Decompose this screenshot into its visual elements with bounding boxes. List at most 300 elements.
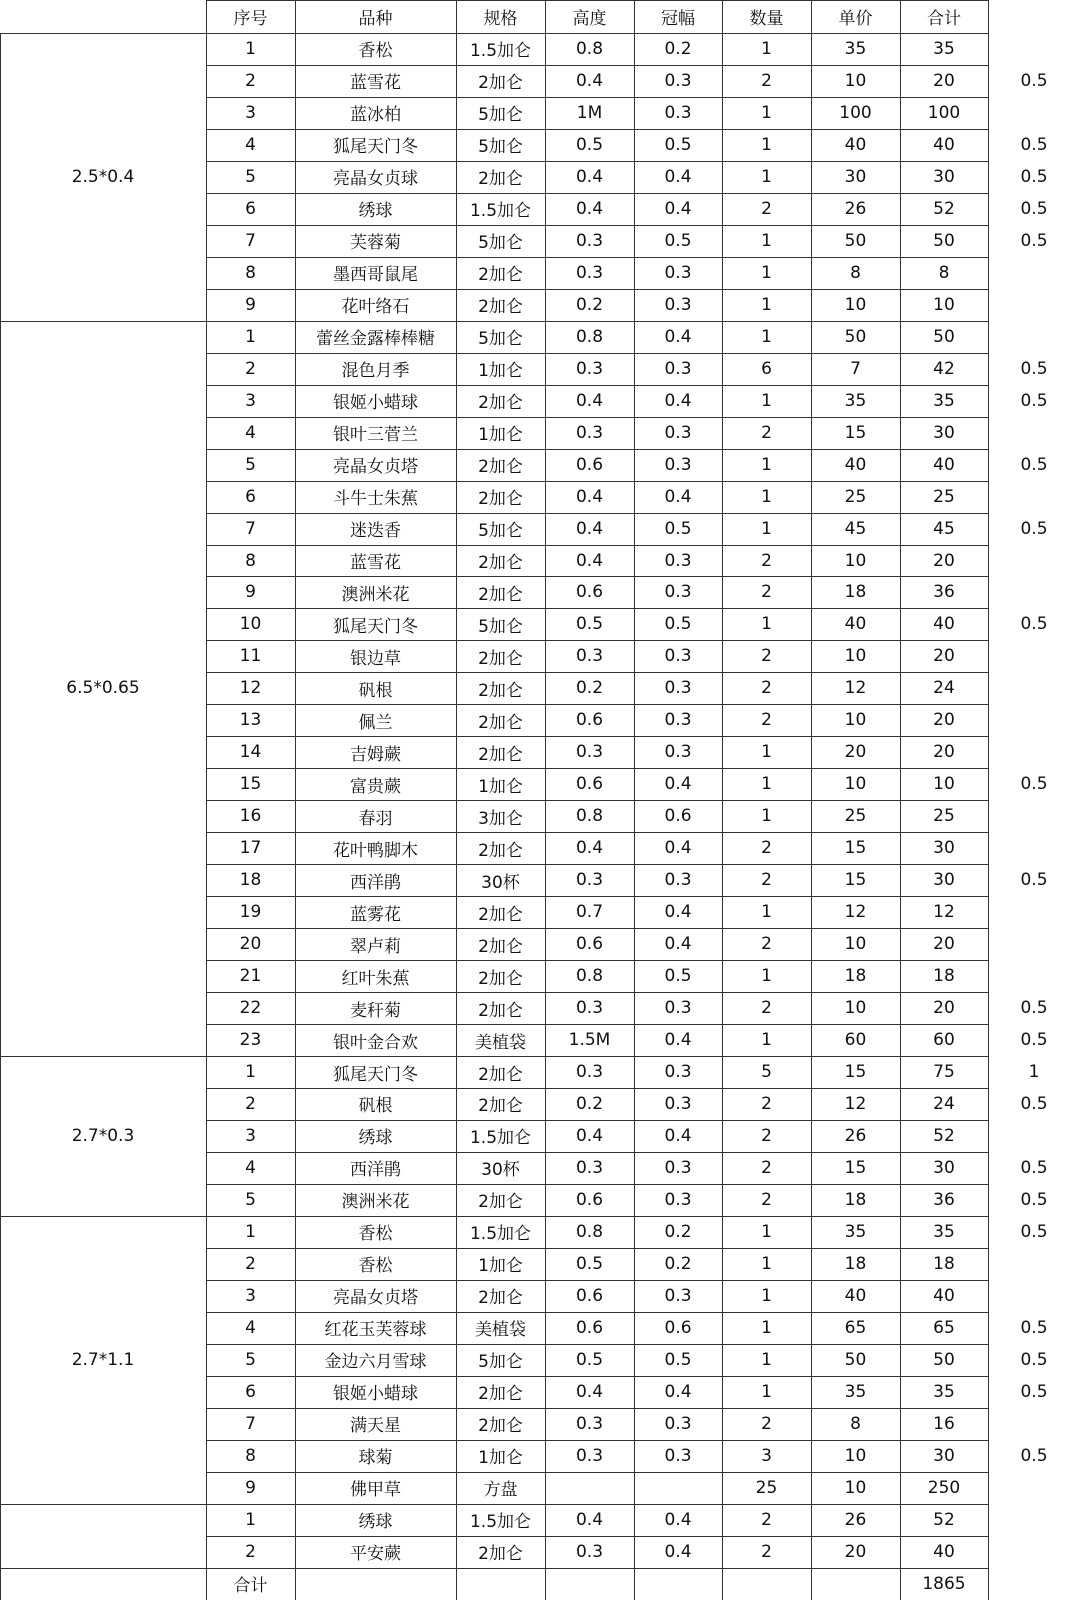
row-value: 1	[761, 326, 772, 347]
row-value: 0.3	[575, 1541, 604, 1562]
row-value: 2	[761, 838, 772, 859]
grid-line	[295, 321, 296, 1057]
row-value: 40	[844, 134, 867, 155]
grid-line	[900, 321, 901, 1057]
row-value: 52	[933, 1509, 955, 1530]
row-value: 10	[933, 774, 955, 795]
row-value: 26	[844, 198, 867, 219]
grid-line	[900, 1056, 901, 1217]
row-variety: 矾根	[358, 1096, 393, 1117]
row-value: 36	[933, 1189, 955, 1210]
row-value: 20	[933, 70, 955, 91]
row-variety: 西洋鹃	[350, 872, 401, 893]
row-seq: 13	[239, 710, 262, 731]
row-value: 0.2	[664, 1221, 692, 1242]
row-value: 0.8	[575, 966, 604, 987]
row-value: 20	[933, 646, 955, 667]
row-value: 2加仑	[478, 1384, 523, 1405]
row-value: 0.4	[575, 1125, 604, 1146]
row-value: 2加仑	[478, 584, 523, 605]
row-value: 0.5	[664, 134, 692, 155]
row-variety: 香松	[358, 1256, 393, 1277]
row-value: 0.2	[575, 294, 604, 315]
row-variety: 银姬小蜡球	[333, 1384, 418, 1405]
row-value: 1	[761, 1381, 772, 1402]
row-seq: 3	[245, 390, 256, 411]
row-seq: 4	[245, 1317, 256, 1338]
grid-line	[988, 1568, 989, 1600]
row-value: 5加仑	[478, 521, 523, 542]
row-variety: 富贵蕨	[350, 776, 401, 797]
row-value: 2加仑	[478, 968, 523, 989]
row-value: 12	[933, 902, 955, 923]
row-value: 0.4	[664, 1541, 692, 1562]
row-value: 25	[844, 806, 867, 827]
row-value: 0.4	[664, 486, 692, 507]
grid-line	[206, 1056, 207, 1217]
grid-line	[988, 1216, 989, 1505]
row-value: 0.4	[575, 1381, 604, 1402]
row-value: 36	[933, 582, 955, 603]
row-value: 0.4	[575, 486, 604, 507]
row-seq: 3	[245, 102, 256, 123]
row-value: 0.4	[664, 1125, 692, 1146]
row-value: 2	[761, 582, 772, 603]
row-value: 0.4	[664, 934, 692, 955]
row-value: 0.3	[664, 870, 692, 891]
grid-line	[295, 1504, 296, 1569]
row-value: 2加仑	[478, 744, 523, 765]
row-value: 10	[844, 1477, 867, 1498]
row-value: 0.3	[664, 1285, 692, 1306]
grid-line	[295, 1216, 296, 1505]
row-value: 1M	[576, 102, 603, 123]
row-value: 0.5	[664, 518, 692, 539]
row-value: 0.2	[575, 678, 604, 699]
row-value: 2加仑	[478, 1544, 523, 1565]
row-value: 42	[933, 358, 955, 379]
row-value: 2加仑	[478, 1192, 523, 1213]
row-value: 45	[933, 518, 955, 539]
row-variety: 翠卢莉	[350, 936, 401, 957]
row-variety: 狐尾天门冬	[333, 137, 418, 158]
row-value: 1	[761, 134, 772, 155]
row-extra-value: 0.5	[1020, 1445, 1048, 1466]
grid-line	[206, 0, 207, 34]
row-value: 5	[761, 1062, 772, 1083]
row-variety: 蓝雪花	[350, 553, 401, 573]
grid-line	[456, 0, 457, 34]
row-value: 10	[844, 1445, 867, 1466]
row-seq: 20	[239, 934, 262, 955]
row-value: 0.6	[664, 1317, 692, 1338]
row-variety: 春羽	[358, 808, 393, 829]
row-value: 2	[761, 870, 772, 891]
grid-line	[988, 0, 989, 34]
row-value: 0.3	[575, 1062, 604, 1083]
row-value: 35	[844, 38, 867, 59]
row-value: 25	[844, 486, 867, 507]
row-value: 1.5加仑	[469, 1128, 532, 1149]
row-value: 0.3	[664, 422, 692, 443]
row-value: 0.8	[575, 806, 604, 827]
header-height: 高度	[572, 9, 607, 29]
row-value: 2	[761, 998, 772, 1019]
header-seq: 序号	[233, 9, 268, 29]
grid-line	[295, 1056, 296, 1217]
row-seq: 4	[245, 422, 256, 443]
row-value: 2加仑	[478, 1416, 523, 1437]
grid-line	[456, 321, 457, 1057]
row-extra-value: 0.5	[1020, 390, 1048, 411]
grid-line	[206, 1568, 207, 1600]
row-variety: 花叶鸭脚木	[333, 840, 418, 861]
grid-line	[456, 1056, 457, 1217]
row-value: 16	[933, 1413, 955, 1434]
row-value: 0.6	[664, 806, 692, 827]
grid-line	[545, 321, 546, 1057]
row-variety: 澳洲米花	[341, 584, 410, 605]
row-variety: 香松	[358, 41, 393, 62]
row-extra-value: 0.5	[1020, 1093, 1048, 1114]
row-value: 1	[761, 518, 772, 539]
row-value: 0.4	[575, 166, 604, 187]
row-value: 40	[933, 1541, 955, 1562]
row-value: 0.3	[664, 294, 692, 315]
row-value: 1	[761, 774, 772, 795]
grid-line	[634, 321, 635, 1057]
row-value: 0.6	[575, 1317, 604, 1338]
row-variety: 绣球	[358, 1512, 393, 1533]
row-value: 1.5加仑	[469, 1512, 532, 1533]
header-crown: 冠幅	[661, 9, 695, 29]
row-extra-value: 0.5	[1020, 134, 1048, 155]
row-value: 5加仑	[478, 105, 523, 126]
row-value: 18	[844, 1253, 867, 1274]
row-value: 0.3	[664, 1093, 692, 1114]
row-value: 0.3	[575, 262, 604, 283]
row-value: 0.3	[575, 646, 604, 667]
grid-line	[0, 1216, 1, 1505]
row-value: 0.3	[664, 998, 692, 1019]
row-value: 10	[844, 646, 867, 667]
row-value: 3加仑	[478, 808, 523, 829]
grid-line	[206, 1216, 207, 1505]
row-value: 20	[933, 742, 955, 763]
row-extra-value: 0.5	[1020, 1189, 1048, 1210]
grid-line	[900, 33, 901, 322]
grid-line	[456, 1216, 457, 1505]
row-value: 1	[761, 454, 772, 475]
row-value: 0.4	[664, 1509, 692, 1530]
row-value: 20	[933, 550, 955, 571]
row-value: 1	[761, 294, 772, 315]
row-value: 3	[761, 1445, 772, 1466]
row-seq: 1	[245, 326, 256, 347]
row-value: 0.3	[664, 678, 692, 699]
row-variety: 迷迭香	[350, 521, 401, 542]
row-value: 1	[761, 742, 772, 763]
row-variety: 亮晶女贞塔	[333, 1288, 418, 1309]
row-value: 30	[933, 1157, 955, 1178]
grid-line	[811, 1056, 812, 1217]
row-value: 0.5	[664, 966, 692, 987]
row-value: 35	[933, 38, 955, 59]
row-value: 2	[761, 1157, 772, 1178]
row-seq: 21	[239, 966, 262, 987]
grid-line	[722, 1216, 723, 1505]
row-value: 0.4	[664, 1381, 692, 1402]
row-value: 40	[933, 1285, 955, 1306]
row-extra-value: 1	[1028, 1062, 1040, 1083]
grid-line	[988, 1056, 989, 1217]
row-extra-value: 0.5	[1020, 454, 1048, 475]
row-value: 2	[761, 1125, 772, 1146]
row-value: 60	[844, 1030, 867, 1051]
row-value: 0.4	[575, 550, 604, 571]
row-value: 0.6	[575, 454, 604, 475]
row-value: 0.5	[664, 1349, 692, 1370]
row-value: 1	[761, 486, 772, 507]
row-value: 美植袋	[475, 1320, 526, 1341]
grid-line	[900, 0, 901, 34]
row-value: 2加仑	[478, 73, 523, 94]
row-value: 0.8	[575, 38, 604, 59]
row-value: 40	[844, 614, 867, 635]
row-seq: 5	[245, 1349, 256, 1370]
row-value: 20	[933, 998, 955, 1019]
row-value: 50	[844, 1349, 867, 1370]
row-value: 0.3	[664, 742, 692, 763]
row-variety: 红花玉芙蓉球	[324, 1320, 427, 1341]
group-label: 2.5*0.4	[71, 166, 135, 187]
row-value: 5加仑	[478, 1352, 523, 1373]
row-variety: 澳洲米花	[341, 1192, 410, 1213]
row-value: 0.6	[575, 934, 604, 955]
row-value: 26	[844, 1125, 867, 1146]
row-value: 0.4	[664, 838, 692, 859]
row-variety: 蓝冰柏	[350, 105, 401, 126]
grid-line	[634, 0, 635, 34]
row-value: 0.5	[575, 1253, 604, 1274]
group-label	[0, 1504, 206, 1568]
row-value: 60	[933, 1030, 955, 1051]
row-seq: 5	[245, 454, 256, 475]
row-value: 2	[761, 70, 772, 91]
row-value: 1	[761, 38, 772, 59]
grid-line	[988, 1504, 989, 1569]
row-value: 1	[761, 806, 772, 827]
row-value: 0.3	[664, 70, 692, 91]
row-value: 1.5加仑	[469, 41, 532, 62]
row-value: 0.2	[575, 1093, 604, 1114]
row-variety: 绣球	[358, 201, 393, 222]
grid-line	[0, 1568, 1, 1600]
row-variety: 狐尾天门冬	[333, 616, 418, 637]
row-value: 2	[761, 550, 772, 571]
row-variety: 麦秆菊	[350, 1000, 401, 1021]
row-value: 0.5	[664, 614, 692, 635]
row-value: 0.4	[575, 390, 604, 411]
row-variety: 西洋鹃	[350, 1160, 401, 1181]
row-seq: 16	[239, 806, 262, 827]
row-value: 0.3	[664, 550, 692, 571]
row-seq: 18	[239, 870, 262, 891]
row-value: 2	[761, 646, 772, 667]
grid-line	[545, 1216, 546, 1505]
row-value: 10	[844, 774, 867, 795]
row-value: 40	[844, 454, 867, 475]
row-value: 1	[761, 102, 772, 123]
row-value: 0.3	[575, 1157, 604, 1178]
row-value: 65	[933, 1317, 955, 1338]
group-label: 6.5*0.65	[66, 678, 140, 699]
row-extra-value: 0.5	[1020, 614, 1048, 635]
row-value: 10	[844, 998, 867, 1019]
header-qty: 数量	[749, 9, 784, 29]
grid-line	[545, 33, 546, 322]
row-value: 0.4	[664, 774, 692, 795]
row-value: 0.4	[575, 838, 604, 859]
row-value: 8	[850, 1413, 861, 1434]
row-seq: 2	[245, 358, 256, 379]
row-value: 1	[761, 390, 772, 411]
row-value: 0.3	[664, 582, 692, 603]
row-extra-value: 0.5	[1020, 1381, 1048, 1402]
row-value: 20	[933, 710, 955, 731]
row-variety: 银边草	[350, 648, 401, 669]
row-seq: 19	[239, 902, 262, 923]
row-value: 0.8	[575, 1221, 604, 1242]
row-value: 方盘	[483, 1480, 518, 1501]
grid-line	[0, 321, 1, 1057]
row-variety: 亮晶女贞塔	[333, 457, 418, 478]
row-value: 25	[933, 806, 955, 827]
row-variety: 蓝雾花	[350, 904, 401, 925]
row-seq: 3	[245, 1285, 256, 1306]
row-value: 0.4	[575, 1509, 604, 1530]
row-value: 2加仑	[478, 680, 523, 701]
row-variety: 蓝雪花	[350, 73, 401, 94]
grid-line	[545, 0, 546, 34]
row-value: 40	[844, 1285, 867, 1306]
row-seq: 11	[239, 646, 262, 667]
row-value: 0.4	[664, 390, 692, 411]
row-seq: 23	[239, 1030, 262, 1051]
row-seq: 17	[239, 838, 262, 859]
grid-line	[456, 33, 457, 322]
row-seq: 8	[245, 262, 256, 283]
row-value: 52	[933, 198, 955, 219]
row-value: 2加仑	[478, 553, 523, 573]
row-variety: 狐尾天门冬	[333, 1064, 418, 1085]
group-label: 2.7*1.1	[71, 1349, 135, 1370]
row-extra-value: 0.5	[1020, 70, 1048, 91]
row-seq: 8	[245, 550, 256, 571]
grid-line	[722, 1056, 723, 1217]
row-variety: 亮晶女贞球	[333, 169, 418, 190]
row-variety: 矾根	[358, 680, 393, 701]
row-value: 0.5	[575, 134, 604, 155]
row-value: 2加仑	[478, 297, 523, 318]
row-value: 1	[761, 902, 772, 923]
row-value: 2加仑	[478, 1096, 523, 1117]
row-value: 1.5加仑	[469, 1224, 532, 1245]
footer-total: 1865	[922, 1573, 966, 1594]
row-value: 0.3	[664, 1189, 692, 1210]
row-value: 2	[761, 710, 772, 731]
row-value: 0.5	[575, 1349, 604, 1370]
row-value: 1	[761, 262, 772, 283]
grid-line	[295, 1568, 296, 1600]
row-value: 25	[933, 486, 955, 507]
row-seq: 7	[245, 518, 256, 539]
grid-line	[295, 0, 296, 34]
row-value: 2加仑	[478, 1288, 523, 1309]
grid-line	[545, 1504, 546, 1569]
row-extra-value: 0.5	[1020, 230, 1048, 251]
row-value: 0.4	[575, 518, 604, 539]
row-value: 0.4	[664, 198, 692, 219]
row-variety: 香松	[358, 1224, 393, 1245]
grid-line	[634, 1216, 635, 1505]
row-value: 100	[927, 102, 961, 123]
group-label: 2.7*0.3	[71, 1125, 135, 1146]
grid-line	[722, 1568, 723, 1600]
row-value: 0.4	[664, 166, 692, 187]
row-extra-value: 0.5	[1020, 870, 1048, 891]
row-variety: 吉姆蕨	[350, 744, 401, 765]
row-value: 1加仑	[478, 1448, 523, 1469]
row-value: 0.3	[664, 1445, 692, 1466]
grid-line	[634, 1504, 635, 1569]
grid-line	[988, 321, 989, 1057]
grid-line	[722, 321, 723, 1057]
row-value: 45	[844, 518, 867, 539]
row-extra-value: 0.5	[1020, 998, 1048, 1019]
row-value: 0.3	[575, 230, 604, 251]
row-value: 2加仑	[478, 489, 523, 510]
row-seq: 3	[245, 1125, 256, 1146]
row-value: 1加仑	[478, 361, 523, 382]
row-value: 20	[844, 1541, 867, 1562]
row-value: 1	[761, 230, 772, 251]
row-value: 20	[844, 742, 867, 763]
row-seq: 14	[239, 742, 262, 763]
row-value: 2	[761, 934, 772, 955]
row-value: 1	[761, 166, 772, 187]
header-total: 合计	[927, 9, 961, 29]
row-seq: 9	[245, 294, 256, 315]
row-value: 2	[761, 1413, 772, 1434]
row-value: 10	[844, 550, 867, 571]
row-value: 0.2	[664, 1253, 692, 1274]
row-value: 24	[933, 1093, 955, 1114]
row-value: 15	[844, 1157, 867, 1178]
row-value: 2	[761, 1509, 772, 1530]
row-value: 10	[844, 710, 867, 731]
grid-line	[811, 0, 812, 34]
row-value: 35	[844, 1381, 867, 1402]
row-value: 1加仑	[478, 1256, 523, 1277]
row-value: 15	[844, 838, 867, 859]
row-value: 30	[933, 838, 955, 859]
row-value: 0.3	[575, 1413, 604, 1434]
row-value: 0.3	[575, 358, 604, 379]
row-seq: 10	[239, 614, 262, 635]
row-value: 30	[933, 870, 955, 891]
row-value: 0.3	[575, 870, 604, 891]
